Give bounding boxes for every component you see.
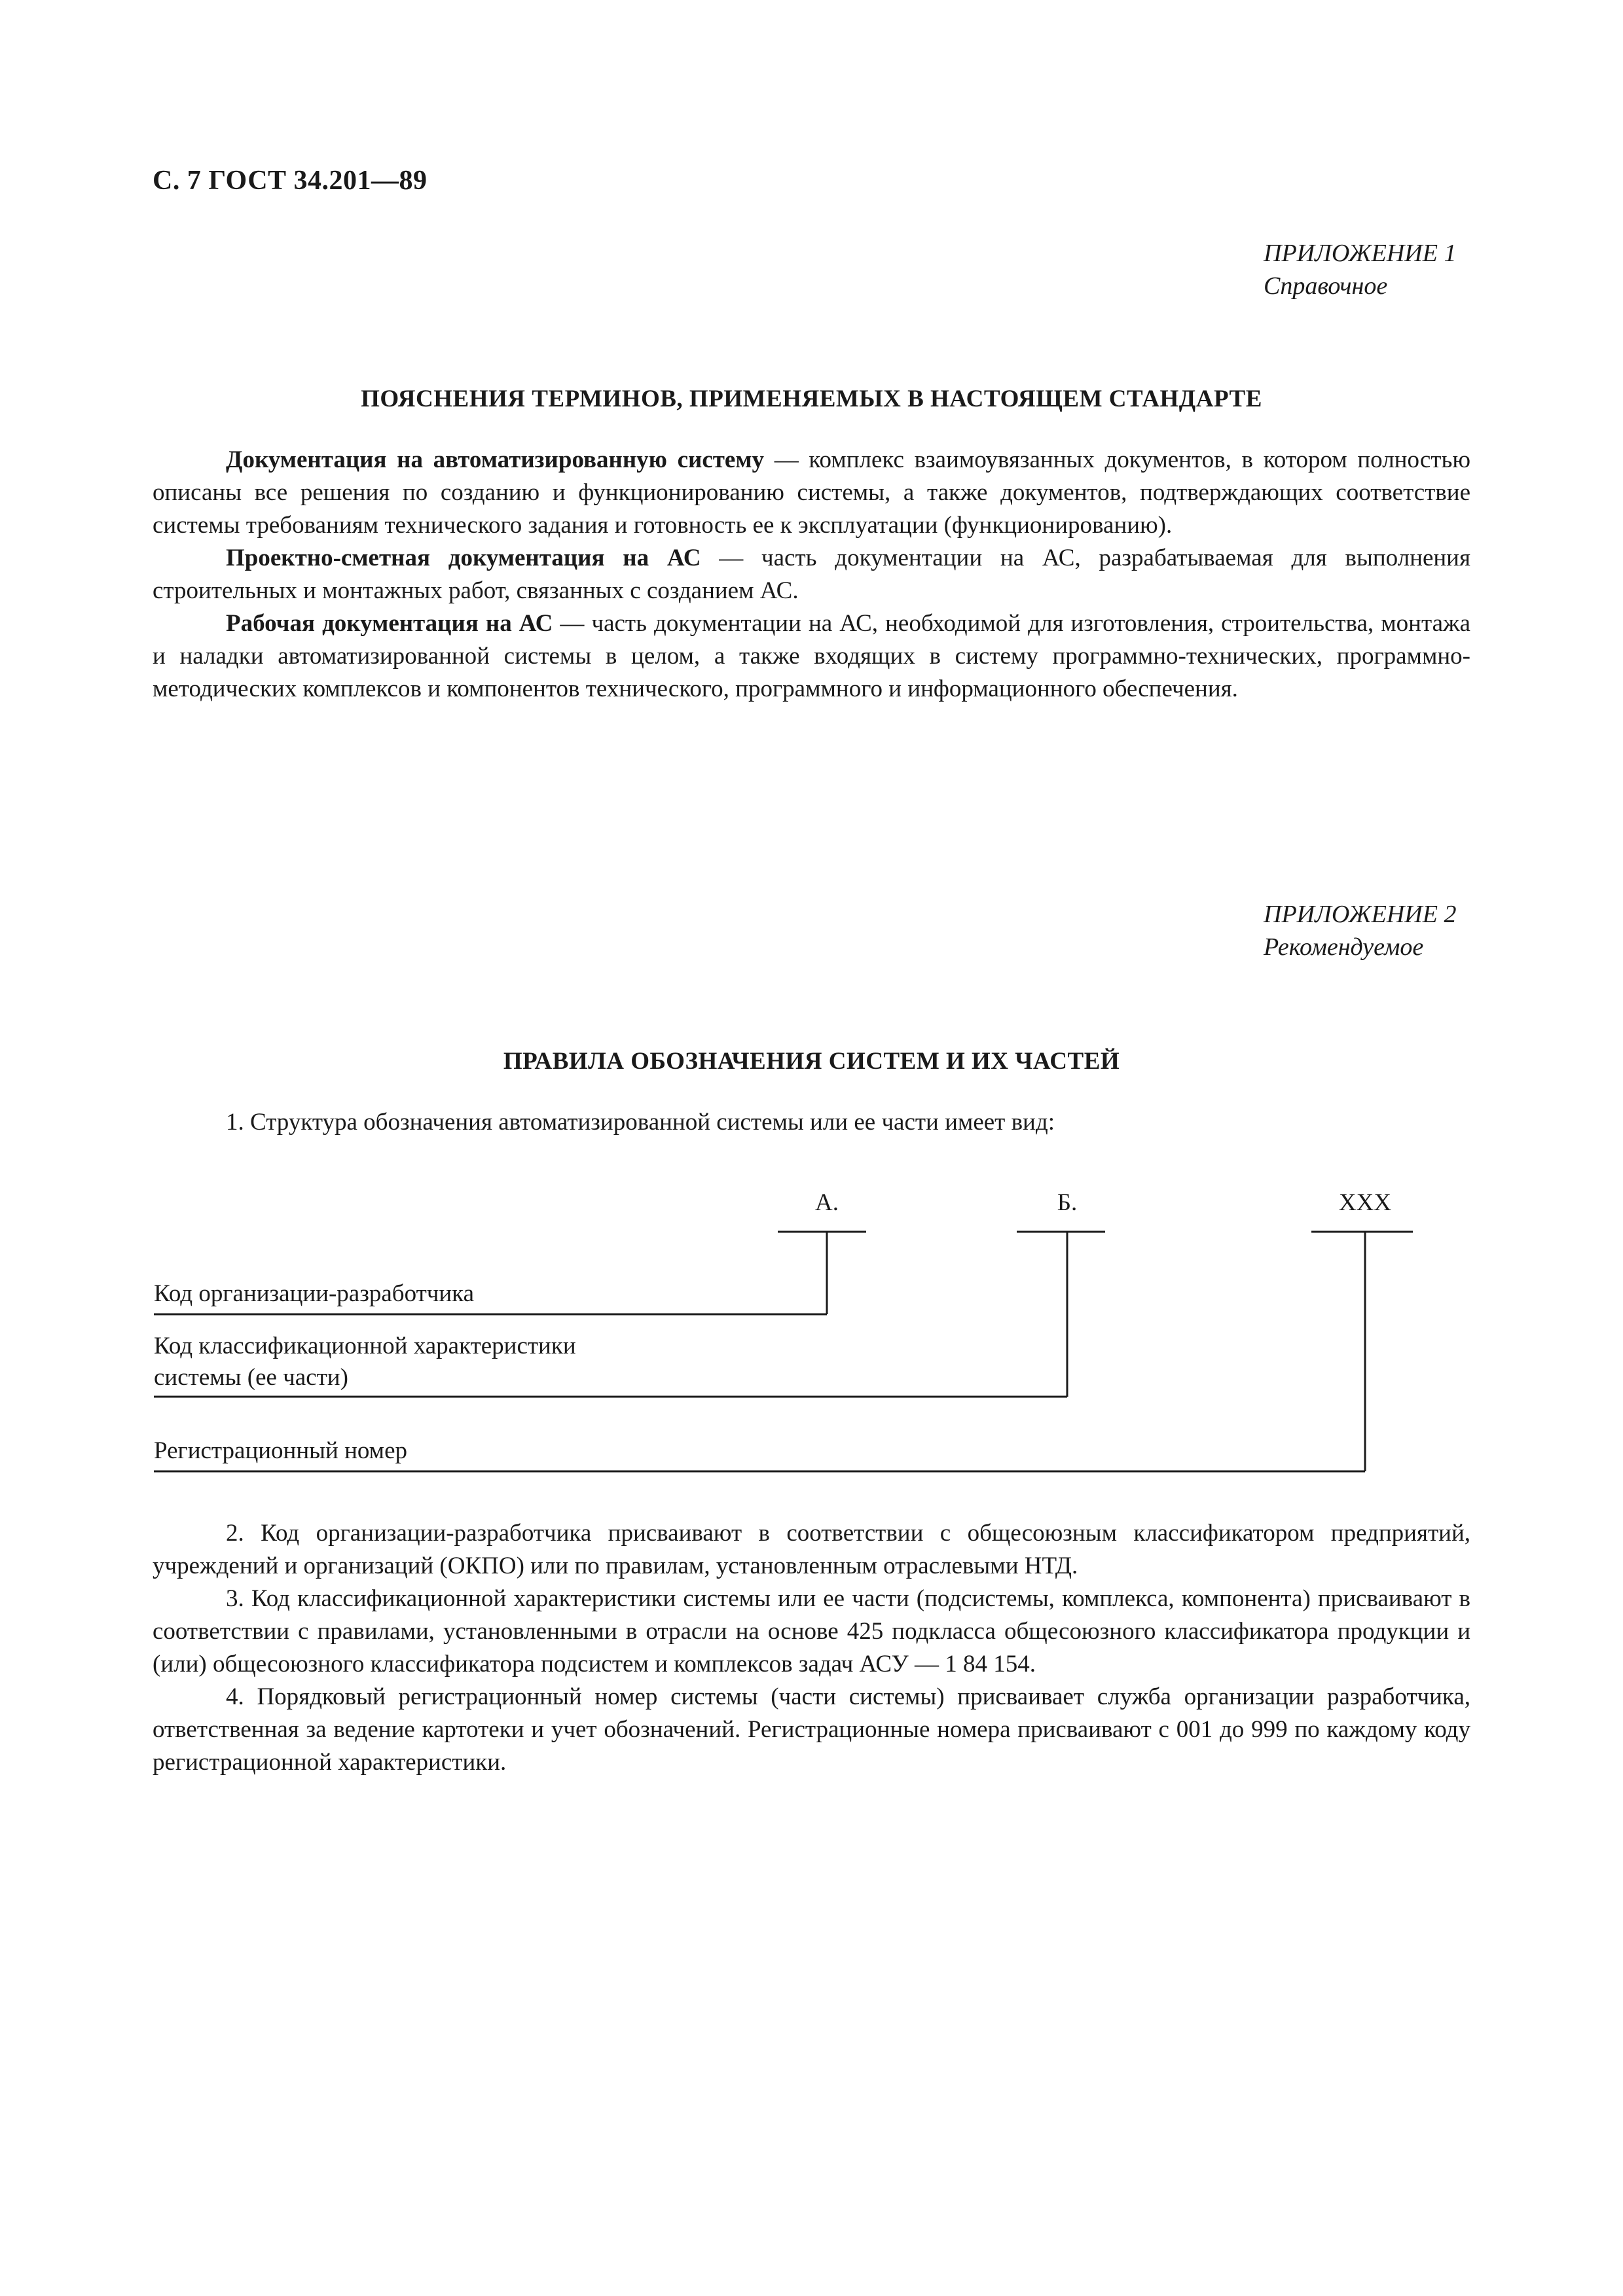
term-definition: — часть документации на АС, необходимой для изготовления, строительства, монтажа и наладки автоматизированной системы в целом, а также входящих в систему программно-технических, программно-методических комплексов и компонентов технического, программного и информационного обеспечения.: [153, 610, 1470, 702]
annex2-kind: Рекомендуемое: [1264, 933, 1424, 961]
column-label-a: А.: [815, 1189, 839, 1216]
term-paragraph: [153, 607, 1470, 706]
annex1-title: ПОЯСНЕНИЯ ТЕРМИНОВ, ПРИМЕНЯЕМЫХ В НАСТОЯЩЕМ СТАНДАРТЕ: [361, 386, 1262, 412]
label-developer-code: Код организации-разработчика: [154, 1280, 475, 1307]
term-name: Проектно-сметная документация на АС: [226, 545, 701, 571]
annex2-label: ПРИЛОЖЕНИЕ 2: [1264, 901, 1457, 928]
annex1-heading: [1264, 237, 1456, 302]
annex1-kind: Справочное: [1264, 272, 1388, 300]
label-classification-code-cont: системы (ее части): [154, 1364, 348, 1391]
term-name: Документация на автоматизированную систему: [226, 446, 765, 473]
annex2-heading: [1264, 898, 1456, 963]
term-paragraph: [153, 444, 1470, 542]
designation-diagram: [153, 1178, 1470, 1486]
label-classification-code: Код классификационной характеристики: [154, 1333, 576, 1359]
annex2-paragraphs: [153, 1517, 1470, 1779]
annex2-title: ПРАВИЛА ОБОЗНАЧЕНИЯ СИСТЕМ И ИХ ЧАСТЕЙ: [503, 1048, 1120, 1075]
annex2-intro: [153, 1106, 1470, 1139]
page-header: С. 7 ГОСТ 34.201—89: [153, 166, 428, 196]
annex1-terms: [153, 444, 1470, 706]
term-definition: — часть документации на АС, разрабатываемая для выполнения строительных и монтажных работ, связанных с созданием АС.: [153, 545, 1470, 604]
label-registration-number: Регистрационный номер: [154, 1437, 408, 1464]
rule-paragraph: 2. Код организации-разработчика присваивают в соответствии с общесоюзным классификатором предприятий, учреждений и организаций (ОКПО) или по правилам, установленным отраслевыми НТД.: [153, 1520, 1470, 1579]
term-name: Рабочая документация на АС: [226, 610, 553, 637]
column-label-xxx: ХХХ: [1338, 1189, 1392, 1216]
rule-paragraph: 3. Код классификационной характеристики системы или ее части (подсистемы, комплекса, компонента) присваивают в соответствии с правилами, установленными в отрасли на основе 425 подкласса общесоюзного классификатора продукции и (или) общесоюзного классификатора подсистем и комплексов задач АСУ — 1 84 154.: [153, 1585, 1470, 1677]
annex1-label: ПРИЛОЖЕНИЕ 1: [1264, 240, 1457, 267]
term-paragraph: [153, 542, 1470, 607]
column-label-b: Б.: [1057, 1189, 1078, 1216]
term-definition: — комплекс взаимоувязанных документов, в котором полностью описаны все решения по созданию и функционированию системы, а также документов, подтверждающих соответствие системы требованиям технического задания и готовность ее к эксплуатации (функционированию).: [153, 446, 1470, 539]
rule-paragraph: 4. Порядковый регистрационный номер системы (части системы) присваивает служба организации разработчика, ответственная за ведение картотеки и учет обозначений. Регистрационные номера присваивают с 001 до 999 по каждому коду регистрационной характеристики.: [153, 1683, 1470, 1776]
intro-paragraph: 1. Структура обозначения автоматизированной системы или ее части имеет вид:: [226, 1109, 1055, 1136]
